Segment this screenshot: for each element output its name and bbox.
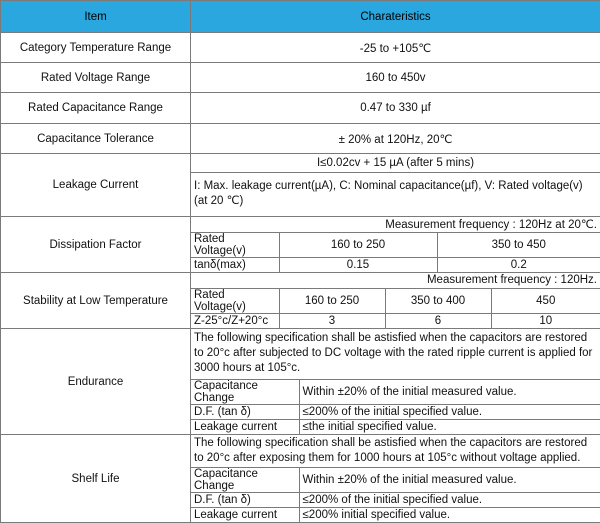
leakage-formula: I≤0.02cv + 15 µA (after 5 mins)	[191, 154, 600, 172]
row-label: Endurance	[1, 329, 191, 435]
cell: ≤200% of the initial specified value.	[299, 492, 600, 507]
cell: ≤200% of the initial specified value.	[299, 404, 600, 419]
row-label: Rated Voltage Range	[1, 63, 191, 93]
table-row-endurance	[1, 329, 600, 435]
row-label: Category Temperature Range	[1, 33, 191, 63]
endurance-text: The following specification shall be astisfied when the capacitors are restored to 20°c after subjected to DC voltage with the rated ripple current is applied for 3000 hours at 105°c.	[191, 329, 600, 379]
cell: Z-25°c/Z+20°c	[191, 313, 279, 328]
cell: Leakage current	[191, 507, 299, 522]
cell: Rated Voltage(v)	[191, 288, 279, 313]
header-characteristics: Charateristics	[191, 1, 600, 33]
table-row	[1, 63, 600, 93]
cell: 350 to 400	[385, 288, 491, 313]
table-row-dissipation	[1, 217, 600, 273]
leakage-note: I: Max. leakage current(µA), C: Nominal capacitance(µf), V: Rated voltage(v) (at 20 ℃)	[191, 172, 600, 216]
cell: Rated Voltage(v)	[191, 232, 279, 257]
cell: 160 to 250	[279, 288, 385, 313]
table-header	[1, 1, 600, 33]
cell: Within ±20% of the initial measured value.	[299, 467, 600, 492]
row-label: Dissipation Factor	[1, 217, 191, 273]
table-row	[1, 33, 600, 63]
shelf-life-text: The following specification shall be astisfied when the capacitors are restored to 20°c after exposing them for 1000 hours at 105°c without voltage applied.	[191, 435, 600, 467]
table-row	[1, 124, 600, 154]
cell: 0.2	[437, 257, 600, 272]
header-item: Item	[1, 1, 191, 33]
stability-frequency: Measurement frequency : 120Hz.	[191, 273, 600, 288]
cell: ≤the initial specified value.	[299, 419, 600, 434]
cell: 10	[491, 313, 600, 328]
table-row	[1, 93, 600, 124]
cell: 3	[279, 313, 385, 328]
cell: ≤200% initial specified value.	[299, 507, 600, 522]
cell: 350 to 450	[437, 232, 600, 257]
cell: 0.15	[279, 257, 437, 272]
table-row-stability	[1, 273, 600, 329]
cell: Capacitance Change	[191, 467, 299, 492]
cell: Capacitance Change	[191, 379, 299, 404]
cell: D.F. (tan δ)	[191, 492, 299, 507]
cell: tanδ(max)	[191, 257, 279, 272]
cell: Within ±20% of the initial measured value.	[299, 379, 600, 404]
cell: D.F. (tan δ)	[191, 404, 299, 419]
cell: 450	[491, 288, 600, 313]
cell: Leakage current	[191, 419, 299, 434]
row-value: ± 20% at 120Hz, 20℃	[191, 124, 600, 154]
dissipation-frequency: Measurement frequency : 120Hz at 20℃.	[191, 217, 600, 232]
row-label: Stability at Low Temperature	[1, 273, 191, 329]
row-label: Shelf Life	[1, 435, 191, 523]
row-label: Leakage Current	[1, 154, 191, 217]
row-value: 0.47 to 330 µf	[191, 93, 600, 124]
row-label: Capacitance Tolerance	[1, 124, 191, 154]
table-row-leakage	[1, 154, 600, 217]
table-row-shelf-life	[1, 435, 600, 523]
row-value: 160 to 450v	[191, 63, 600, 93]
row-value: -25 to +105℃	[191, 33, 600, 63]
cell: 6	[385, 313, 491, 328]
cell: 160 to 250	[279, 232, 437, 257]
row-label: Rated Capacitance Range	[1, 93, 191, 124]
